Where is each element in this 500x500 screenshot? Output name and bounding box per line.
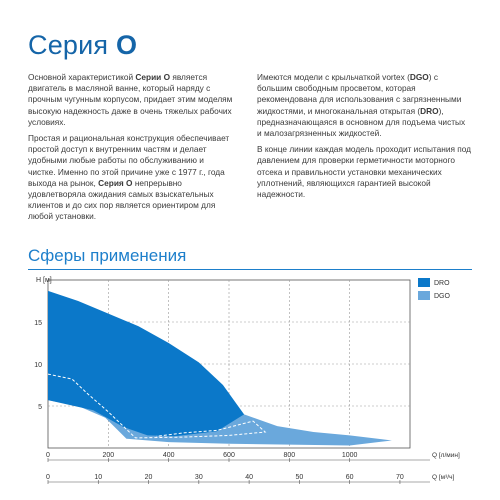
left-paragraph-1: Основной характеристикой Серии O является двигатель в масляной ванне, который наряду с прочным чугунным корпусом, придает этим моделям высокую надежность даже в очень тяжелых рабочих условиях.	[28, 72, 233, 127]
x-tick-label: 1000	[341, 452, 358, 459]
left-column-text	[28, 72, 233, 228]
section-title: Сферы применения	[28, 246, 187, 265]
x-tick-label: 800	[283, 452, 296, 459]
x2-tick-label: 30	[194, 474, 203, 481]
x2-tick-label: 20	[144, 474, 153, 481]
chart-svg	[0, 270, 500, 500]
right-column-text	[257, 72, 472, 205]
x-tick-label: 600	[223, 452, 235, 459]
y-axis-label: H [м]	[36, 277, 52, 284]
x2-tick-label: 50	[295, 474, 304, 481]
application-range-chart	[0, 270, 500, 500]
x-tick-label: 0	[46, 452, 50, 459]
left-paragraph-2: Простая и рациональная конструкция обеспечивает простой доступ к внутренним частям и делает удобными любые работы по обслуживанию и чистке. Именно по этой причине уже с 1977 г., года выхода на рынок, Серия O непрерывно удовлетворяла ожидания самых взыскательных клиентов и до сих пор является ориентиром для любой установки.	[28, 133, 230, 222]
y-tick-label: 5	[38, 404, 42, 411]
x2-tick-label: 10	[94, 474, 103, 481]
page-title: Серия O	[28, 30, 138, 60]
x-tick-label: 400	[162, 452, 175, 459]
legend-swatch-dro	[418, 278, 430, 287]
legend-label-dgo: DGO	[434, 293, 450, 300]
legend-swatch-dgo	[418, 291, 430, 300]
y-tick-label: 10	[34, 362, 42, 369]
x2-tick-label: 0	[46, 474, 50, 481]
chart-legend	[418, 278, 451, 300]
legend-label-dro: DRO	[434, 280, 450, 287]
x2-tick-label: 40	[245, 474, 254, 481]
x-axis-label: Q [л/мин]	[432, 452, 460, 459]
x-tick-label: 200	[102, 452, 115, 459]
right-paragraph-2: В конце линии каждая модель проходит испытания под давлением для проверки герметичности моторного отсека и правильности установки механических уплотнений, являющихся гарантией высокой надежности.	[257, 144, 472, 200]
right-paragraph-1: Имеются модели с крыльчаткой vortex (DGO) с большим свободным просветом, которая рекомендована для использования с загрязненными жидкостями, и многоканальная открытая (DRO), предназначающаяся в основном для подъема чистых и малозагрязненных жидкостей.	[257, 72, 466, 139]
x2-tick-label: 70	[396, 474, 404, 481]
x2-axis-label: Q [м³/ч]	[432, 474, 455, 481]
y-tick-label: 15	[34, 320, 42, 327]
x2-tick-label: 60	[345, 474, 354, 481]
